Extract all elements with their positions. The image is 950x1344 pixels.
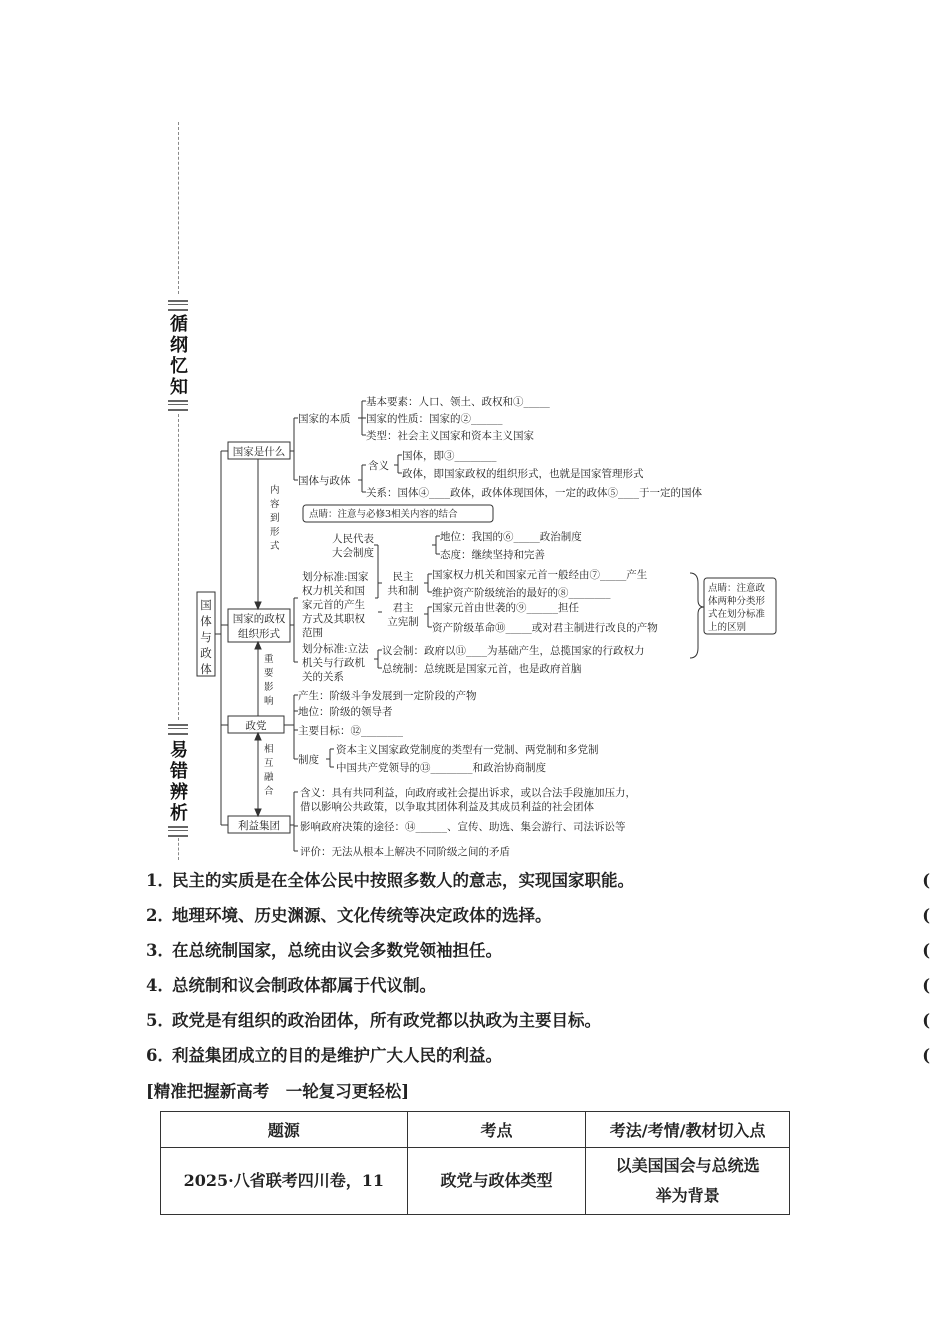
question-number: 5． xyxy=(146,1011,174,1030)
node-zhidu: 制度 xyxy=(298,754,319,766)
node-biaozhun1: 划分标准:国家 xyxy=(302,571,369,583)
sidebar-char: 析 xyxy=(170,803,188,824)
leaf-text: 中国共产党领导的⑬________和政治协商制度 xyxy=(336,762,546,774)
leaf-text: 类型：社会主义国家和资本主义国家 xyxy=(366,430,534,442)
node-guotizhengti: 国体与政体 xyxy=(298,475,351,487)
question-item xyxy=(146,901,936,936)
relation-char: 到 xyxy=(270,513,280,524)
tip-text-2: 式在划分标准 xyxy=(708,609,766,620)
relation-char: 相 xyxy=(264,744,274,755)
leaf-text: 关系：国体④____政体，政体体现国体，一定的政体⑤____于一定的国体 xyxy=(366,487,702,499)
leaf-text: 地位：我国的⑥_____政治制度 xyxy=(440,531,582,543)
leaf-text: 国体，即③________ xyxy=(402,450,497,462)
table-cell-source: 2025·八省联考四川卷，11 xyxy=(161,1148,408,1215)
sidebar-char: 纲 xyxy=(170,335,188,356)
relation-char: 合 xyxy=(264,786,274,797)
node-zhengdang: 政党 xyxy=(245,720,267,732)
node-zuzhi: 组织形式 xyxy=(238,628,280,640)
question-text: 在总统制国家，总统由议会多数党领袖担任。 xyxy=(172,941,502,960)
table-cell-topic: 政党与政体类型 xyxy=(407,1148,586,1215)
table-header-row xyxy=(161,1112,790,1148)
relation-char: 形 xyxy=(270,527,280,538)
leaf-text: 地位：阶级的领导者 xyxy=(298,706,393,718)
node-guojia: 国家是什么 xyxy=(232,446,286,458)
leaf-text: 资产阶级革命⑩_____或对君主制进行改良的产物 xyxy=(432,622,658,634)
tip-text-1: 点睛：注意与必修3相关内容的结合 xyxy=(309,509,458,520)
approach-line: 举为背景 xyxy=(655,1186,720,1205)
leaf-text: 维护资产阶级统治的最好的⑧________ xyxy=(432,587,611,599)
leaf-text: 产生：阶级斗争发展到一定阶段的产物 xyxy=(298,690,477,702)
question-item xyxy=(146,936,936,971)
root-char: 体 xyxy=(200,662,212,676)
table-row xyxy=(161,1148,790,1215)
sidebar-char: 辨 xyxy=(170,782,188,803)
relation-char: 融 xyxy=(264,772,274,783)
tip-text-2: 上的区别 xyxy=(708,622,747,633)
relation-char: 内 xyxy=(270,485,280,496)
question-text: 民主的实质是在全体公民中按照多数人的意志，实现国家职能。 xyxy=(172,871,634,890)
relation-char: 容 xyxy=(270,499,280,510)
node-minzhu: 共和制 xyxy=(387,585,419,597)
answer-paren: ( xyxy=(922,906,930,925)
leaf-text: 国家权力机关和国家元首一般经由⑦_____产生 xyxy=(432,569,648,581)
question-number: 1． xyxy=(146,871,174,890)
node-biaozhun1: 家元首的产生 xyxy=(302,599,365,611)
node-junzhu: 立宪制 xyxy=(387,616,419,628)
leaf-text: 含义：具有共同利益，向政府或社会提出诉求，或以合法手段施加压力， xyxy=(300,787,636,799)
question-item xyxy=(146,1041,936,1076)
node-renda: 人民代表 xyxy=(332,533,374,545)
leaf-text: 主要目标：⑫________ xyxy=(298,725,403,737)
tip-text-2: 体两种分类形 xyxy=(708,596,766,607)
source-table xyxy=(160,1111,790,1215)
question-text: 利益集团成立的目的是维护广大人民的利益。 xyxy=(172,1046,502,1065)
section-title: [精准把握新高考 一轮复习更轻松] xyxy=(146,1082,410,1101)
table-header-cell: 考点 xyxy=(407,1112,586,1148)
node-liyi: 利益集团 xyxy=(238,820,280,832)
question-item xyxy=(146,866,936,901)
answer-paren: ( xyxy=(922,1011,930,1030)
node-biaozhun2: 机关与行政机 xyxy=(302,657,365,669)
table-header-cell: 考法/考情/教材切入点 xyxy=(586,1112,790,1148)
tip-text-2: 点睛：注意政 xyxy=(708,583,766,594)
question-item xyxy=(146,971,936,1006)
question-item xyxy=(146,1006,936,1041)
root-char: 与 xyxy=(200,630,212,644)
question-list xyxy=(146,866,936,1076)
question-text: 政党是有组织的政治团体，所有政党都以执政为主要目标。 xyxy=(172,1011,601,1030)
table-header-cell: 题源 xyxy=(161,1112,408,1148)
approach-line: 以美国国会与总统选 xyxy=(615,1156,760,1175)
question-number: 2． xyxy=(146,906,174,925)
leaf-text: 议会制：政府以⑪____为基础产生，总揽国家的行政权力 xyxy=(382,645,645,657)
leaf-text: 政体，即国家政权的组织形式，也就是国家管理形式 xyxy=(402,468,644,480)
root-char: 政 xyxy=(200,646,212,660)
answer-paren: ( xyxy=(922,976,930,995)
relation-char: 重 xyxy=(264,654,274,665)
leaf-text: 国家的性质：国家的②______ xyxy=(366,413,503,425)
root-char: 国 xyxy=(200,598,212,612)
leaf-text: 评价：无法从根本上解决不同阶级之间的矛盾 xyxy=(300,846,510,858)
root-char: 体 xyxy=(200,614,212,628)
node-biaozhun1: 范围 xyxy=(302,627,323,639)
answer-paren: ( xyxy=(922,941,930,960)
leaf-text: 资本主义国家政党制度的类型有一党制、两党制和多党制 xyxy=(336,744,599,756)
node-biaozhun2: 关的关系 xyxy=(302,671,344,683)
sidebar-char: 知 xyxy=(170,377,188,398)
relation-char: 要 xyxy=(264,668,274,679)
sidebar-char: 忆 xyxy=(170,356,188,377)
leaf-text: 态度：继续坚持和完善 xyxy=(440,549,545,561)
question-number: 4． xyxy=(146,976,174,995)
leaf-text: 借以影响公共政策，以争取其团体利益及其成员利益的社会团体 xyxy=(300,801,594,813)
leaf-text: 国家元首由世袭的⑨______担任 xyxy=(432,602,579,614)
node-renda: 大会制度 xyxy=(332,547,374,559)
node-biaozhun2: 划分标准:立法 xyxy=(302,643,369,655)
question-text: 总统制和议会制政体都属于代议制。 xyxy=(172,976,436,995)
leaf-text: 影响政府决策的途径：⑭______、宣传、助选、集会游行、司法诉讼等 xyxy=(300,821,626,833)
node-biaozhun1: 权力机关和国 xyxy=(302,585,365,597)
table-cell-approach xyxy=(586,1148,790,1215)
sidebar-char: 循 xyxy=(170,314,188,335)
answer-paren: ( xyxy=(922,871,930,890)
node-biaozhun1: 方式及其职权 xyxy=(302,613,365,625)
leaf-text: 总统制：总统既是国家元首，也是政府首脑 xyxy=(382,663,582,675)
relation-char: 影 xyxy=(264,682,274,693)
sidebar-char: 易 xyxy=(170,740,188,761)
relation-char: 式 xyxy=(270,541,280,552)
relation-char: 互 xyxy=(264,758,274,769)
question-text: 地理环境、历史渊源、文化传统等决定政体的选择。 xyxy=(172,906,552,925)
sidebar-char: 错 xyxy=(170,761,188,782)
answer-paren: ( xyxy=(922,1046,930,1065)
relation-char: 响 xyxy=(264,696,274,707)
node-junzhu: 君主 xyxy=(392,602,414,614)
question-number: 6． xyxy=(146,1046,174,1065)
node-minzhu: 民主 xyxy=(392,571,414,583)
node-zuzhi: 国家的政权 xyxy=(232,613,286,625)
leaf-text: 基本要素：人口、领土、政权和①_____ xyxy=(366,396,550,408)
node-benzhi: 国家的本质 xyxy=(298,413,351,425)
node-hanyi: 含义 xyxy=(368,460,389,472)
question-number: 3． xyxy=(146,941,174,960)
